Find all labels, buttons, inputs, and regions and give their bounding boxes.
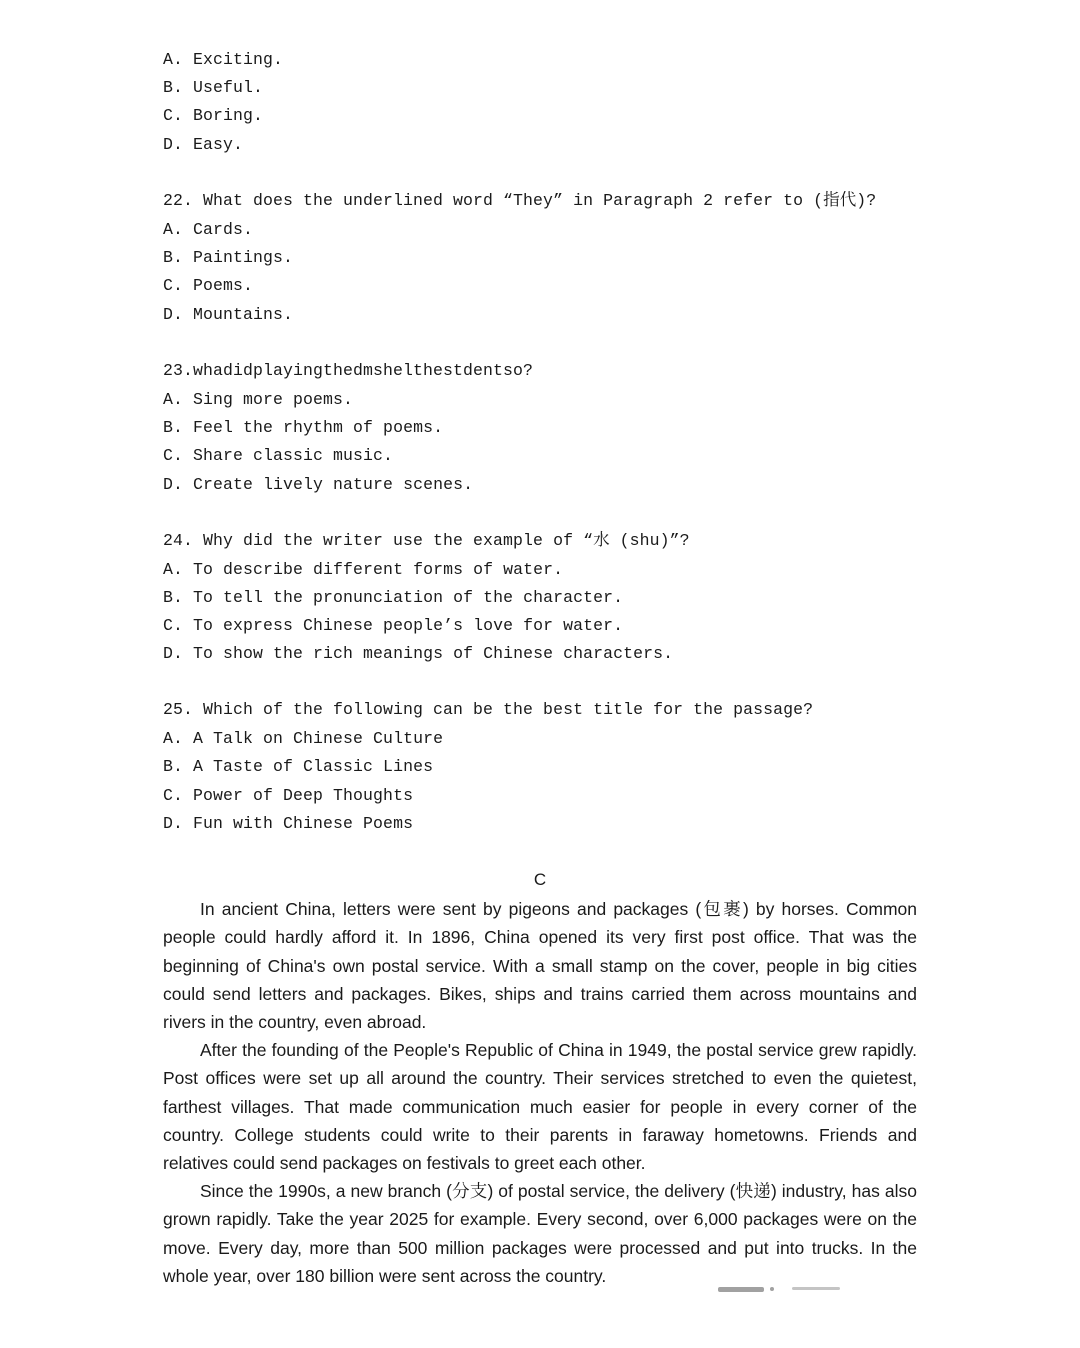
option-text: To describe different forms of water. xyxy=(193,560,564,579)
passage-paragraph-1: In ancient China, letters were sent by pigeons and packages (包裹) by horses. Common people could hardly afford it. In 1896, China opened its very first post office. That was the beginning of China's own postal service. With a small stamp on the cover, people in big cities could send letters and packages. Bikes, ships and trains carried them across mountains and rivers in the country, even abroad. xyxy=(163,899,917,1033)
option-letter: B. xyxy=(163,78,184,97)
option-text: Power of Deep Thoughts xyxy=(193,786,414,805)
scan-smudge xyxy=(770,1287,774,1291)
option-letter: D. xyxy=(163,135,184,154)
option-text: Feel the rhythm of poems. xyxy=(193,418,444,437)
option-letter: A. xyxy=(163,390,184,409)
option-text: Share classic music. xyxy=(193,446,394,465)
option-letter: C. xyxy=(163,786,184,805)
q22-option-c xyxy=(163,276,253,296)
q25-question: 25. Which of the following can be the best title for the passage? xyxy=(163,700,814,719)
option-letter: B. xyxy=(163,588,184,607)
option-text: A Talk on Chinese Culture xyxy=(193,729,444,748)
scan-smudge xyxy=(792,1287,840,1290)
q25-option-c xyxy=(163,786,413,806)
option-text: To tell the pronunciation of the character. xyxy=(193,588,624,607)
q23-option-c xyxy=(163,446,393,466)
option-letter: B. xyxy=(163,757,184,776)
q21-option-c xyxy=(163,106,263,126)
option-letter: C. xyxy=(163,446,184,465)
q25-option-a xyxy=(163,729,443,749)
option-letter: A. xyxy=(163,50,184,69)
option-text: Boring. xyxy=(193,106,264,125)
option-text: Useful. xyxy=(193,78,264,97)
passage-paragraph-2: After the founding of the People's Republic of China in 1949, the postal service grew rapidly. Post offices were set up all around the country. Their services stretched to even the quietest, farthest villages. That made communication much easier for people in every corner of the country. College students could write to their parents in faraway hometowns. Friends and relatives could send packages on festivals to greet each other. xyxy=(163,1040,917,1174)
option-text: Paintings. xyxy=(193,248,294,267)
option-text: Fun with Chinese Poems xyxy=(193,814,414,833)
option-text: Mountains. xyxy=(193,305,294,324)
option-text: Create lively nature scenes. xyxy=(193,475,474,494)
option-letter: D. xyxy=(163,475,184,494)
q24-option-a xyxy=(163,560,563,580)
q23-option-a xyxy=(163,390,353,410)
option-text: Easy. xyxy=(193,135,244,154)
q23-question: 23.whadidplayingthedmshelthestdentso? xyxy=(163,361,534,380)
option-text: Sing more poems. xyxy=(193,390,354,409)
scan-smudge xyxy=(718,1287,764,1292)
option-letter: D. xyxy=(163,644,184,663)
option-letter: C. xyxy=(163,616,184,635)
option-letter: B. xyxy=(163,418,184,437)
q21-option-b xyxy=(163,78,263,98)
option-letter: A. xyxy=(163,729,184,748)
q25-option-d xyxy=(163,814,413,834)
option-letter: D. xyxy=(163,305,184,324)
option-letter: D. xyxy=(163,814,184,833)
option-text: Cards. xyxy=(193,220,254,239)
q23-option-b xyxy=(163,418,443,438)
q24-option-b xyxy=(163,588,623,608)
q21-option-d xyxy=(163,135,243,155)
q25-option-b xyxy=(163,757,433,777)
option-text: To express Chinese people’s love for water. xyxy=(193,616,624,635)
option-letter: C. xyxy=(163,276,184,295)
q22-option-a xyxy=(163,220,253,240)
option-letter: C. xyxy=(163,106,184,125)
option-text: To show the rich meanings of Chinese characters. xyxy=(193,644,674,663)
option-text: A Taste of Classic Lines xyxy=(193,757,434,776)
option-letter: A. xyxy=(163,560,184,579)
q22-question: 22. What does the underlined word “They” in Paragraph 2 refer to (指代)? xyxy=(163,191,877,210)
q24-option-d xyxy=(163,644,673,664)
q22-option-b xyxy=(163,248,293,268)
passage-label: C xyxy=(533,870,547,889)
option-letter: A. xyxy=(163,220,184,239)
option-letter: B. xyxy=(163,248,184,267)
q24-question: 24. Why did the writer use the example of “水 (shu)”? xyxy=(163,531,690,550)
option-text: Exciting. xyxy=(193,50,284,69)
q22-option-d xyxy=(163,305,293,325)
q23-option-d xyxy=(163,475,473,495)
passage-paragraph-3: Since the 1990s, a new branch (分支) of postal service, the delivery (快递) industry, has also grown rapidly. Take the year 2025 for example. Every second, over 6,000 packages were on the move. Every day, more than 500 million packages were processed and put into trucks. In the whole year, over 180 billion were sent across the country. xyxy=(163,1181,917,1286)
q21-option-a xyxy=(163,50,283,70)
option-text: Poems. xyxy=(193,276,254,295)
q24-option-c xyxy=(163,616,623,636)
